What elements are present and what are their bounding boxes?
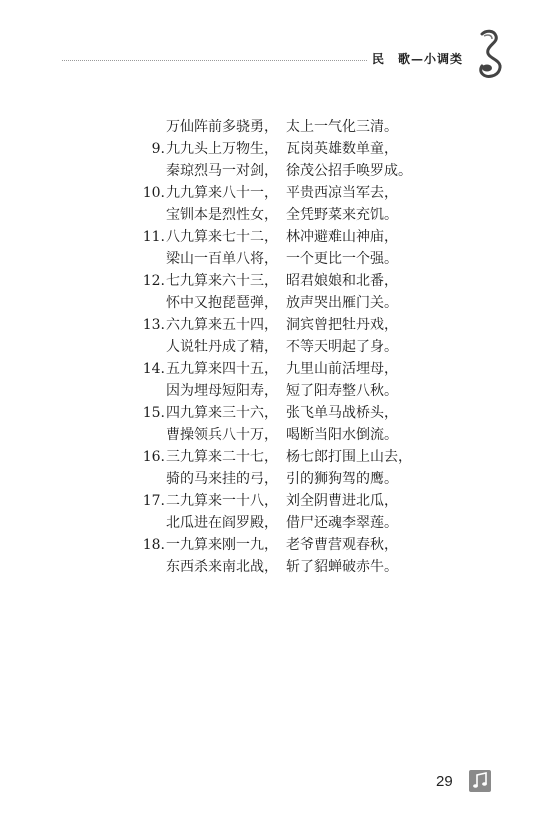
poem-line [0,182,551,204]
line-first-half: 人说牡丹成了精， [166,339,278,355]
verse-number: 15. [142,405,165,421]
line-first-half: 宝钏本是烈性女， [166,207,278,223]
line-second-half: 平贵西凉当军去， [286,185,398,201]
verse-number: 10. [142,185,165,201]
poem-line [0,468,551,490]
line-first-half: 九九算来八十一， [166,185,278,201]
line-first-half: 五九算来四十五， [166,361,278,377]
line-first-half: 四九算来三十六， [166,405,278,421]
line-second-half: 借尸还魂李翠莲。 [286,515,398,531]
verse-number: 9. [151,141,165,157]
verse-number: 17. [142,493,165,509]
line-second-half: 喝断当阳水倒流。 [286,427,398,443]
line-second-half: 老爷曹营观春秋， [286,537,398,553]
line-second-half: 斩了貂蝉破赤牛。 [286,559,398,575]
verse-number: 18. [142,537,165,553]
line-first-half: 秦琼烈马一对剑， [166,163,278,179]
line-second-half: 徐茂公招手唤罗成。 [286,163,412,179]
music-note-icon [472,28,506,80]
line-second-half: 不等天明起了身。 [286,339,398,355]
line-first-half: 因为埋母短阳寿， [166,383,278,399]
line-second-half: 短了阳寿整八秋。 [286,383,398,399]
verse-number: 12. [142,273,165,289]
poem-line [0,226,551,248]
poem-line [0,358,551,380]
page-number: 29 [436,773,453,790]
line-first-half: 怀中又抱琵琶弹， [166,295,278,311]
line-first-half: 一九算来刚一九， [166,537,278,553]
verse-number: 16. [142,449,165,465]
poem-line [0,424,551,446]
line-second-half: 九里山前活埋母， [286,361,398,377]
line-second-half: 杨七郎打围上山去， [286,449,412,465]
line-second-half: 瓦岗英雄数单童， [286,141,398,157]
line-second-half: 放声哭出雁门关。 [286,295,398,311]
line-second-half: 昭君娘娘和北番， [286,273,398,289]
poem-line [0,402,551,424]
poem-line [0,270,551,292]
poem-line [0,534,551,556]
line-first-half: 九九头上万物生， [166,141,278,157]
line-first-half: 万仙阵前多骁勇， [166,119,278,135]
poem-line [0,138,551,160]
header-rule [62,60,367,61]
line-second-half: 刘全阴曹进北瓜， [286,493,398,509]
line-second-half: 太上一气化三清。 [286,119,398,135]
poem-line [0,314,551,336]
poem-line [0,556,551,578]
verse-number: 14. [142,361,165,377]
poem-line [0,116,551,138]
line-first-half: 八九算来七十二， [166,229,278,245]
verse-number: 13. [142,317,165,333]
line-first-half: 北瓜进在阎罗殿， [166,515,278,531]
line-first-half: 曹操领兵八十万， [166,427,278,443]
poem-line [0,490,551,512]
line-first-half: 梁山一百单八将， [166,251,278,267]
poem-line [0,160,551,182]
poem-line [0,204,551,226]
line-first-half: 东西杀来南北战， [166,559,278,575]
verse-number: 11. [142,229,165,245]
poem-line [0,248,551,270]
running-header-title: 民 歌—小调类 [372,52,464,66]
line-second-half: 洞宾曾把牡丹戏， [286,317,398,333]
music-note-icon [469,770,491,792]
poem-line [0,292,551,314]
line-second-half: 引的狮狗驾的鹰。 [286,471,398,487]
line-first-half: 六九算来五十四， [166,317,278,333]
poem-line [0,512,551,534]
line-first-half: 骑的马来挂的弓， [166,471,278,487]
poem-line [0,380,551,402]
line-first-half: 七九算来六十三， [166,273,278,289]
line-second-half: 林冲避难山神庙， [286,229,398,245]
line-second-half: 张飞单马战桥头， [286,405,398,421]
poem-line [0,446,551,468]
line-first-half: 二九算来一十八， [166,493,278,509]
line-first-half: 三九算来二十七， [166,449,278,465]
line-second-half: 全凭野菜来充饥。 [286,207,398,223]
poem-line [0,336,551,358]
line-second-half: 一个更比一个强。 [286,251,398,267]
